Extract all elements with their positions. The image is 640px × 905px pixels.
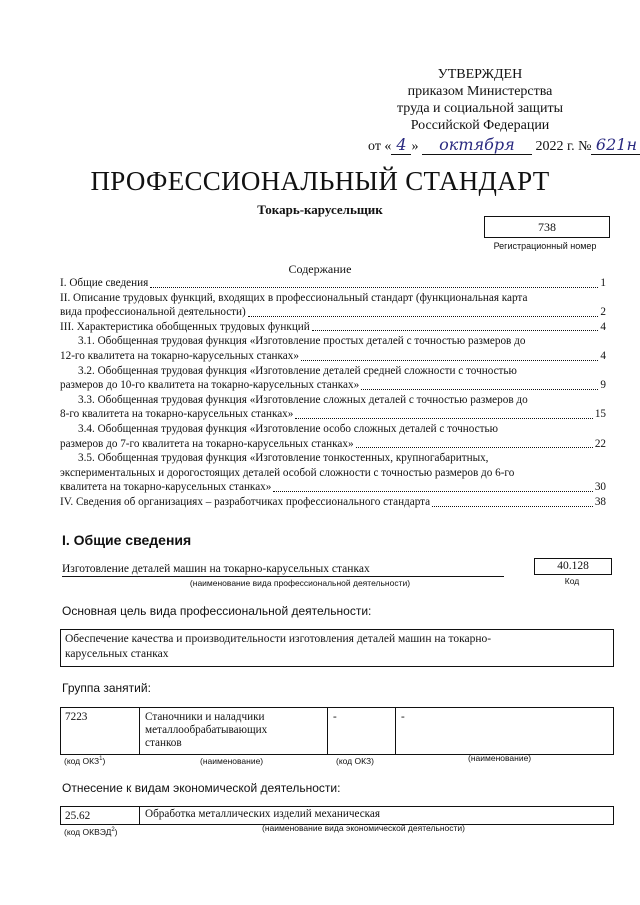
toc-item[interactable]: 3.2. Обобщенная трудовая функция «Изготовление деталей средней сложности с точностью: [78, 364, 517, 377]
toc-item[interactable]: 3.5. Обобщенная трудовая функция «Изготовление тонкостенных, крупногабаритных,: [78, 452, 489, 465]
handwritten-month: октября: [422, 135, 532, 155]
section-heading: I. Общие сведения: [62, 532, 192, 548]
code-label: Код: [564, 576, 580, 586]
approval-date: от « 4 » октября 2022 г. № 621н: [368, 135, 640, 155]
approval-line-3: труда и социальной защиты: [397, 101, 563, 116]
toc-item[interactable]: I. Общие сведения 1: [60, 277, 606, 289]
document-title: ПРОФЕССИОНАЛЬНЫЙ СТАНДАРТ: [90, 166, 550, 196]
toc-item[interactable]: 3.1. Обобщенная трудовая функция «Изготовление простых деталей с точностью размеров до: [78, 335, 526, 348]
toc-item[interactable]: IV. Сведения об организациях – разработчиках профессионального стандарта 38: [60, 495, 606, 508]
goal-label: Основная цель вида профессиональной деятельности:: [62, 604, 372, 618]
approval-line-2: приказом Министерства: [407, 84, 553, 99]
okved-name: Обработка металлических изделий механическая: [145, 808, 381, 820]
approval-line-4: Российской Федерации: [410, 118, 550, 133]
okved-code: 25.62: [65, 810, 91, 822]
approval-block: [360, 66, 600, 134]
toc-item[interactable]: III. Характеристика обобщенных трудовых функций 4: [60, 320, 606, 333]
handwritten-day: 4: [391, 135, 411, 155]
toc-item[interactable]: 3.4. Обобщенная трудовая функция «Изготовление особо сложных деталей с точностью: [78, 422, 498, 435]
activity-caption: (наименование вида профессиональной деятельности): [189, 578, 411, 588]
activity-code-box: 40.128: [534, 558, 612, 575]
occupation-group-table: 7223 Станочники и наладчики металлообрабатывающих станков - -: [60, 707, 614, 755]
handwritten-number: 621н: [591, 135, 640, 155]
toc-item[interactable]: II. Описание трудовых функций, входящих в профессиональный стандарт (функциональная карта: [60, 291, 528, 304]
toc-title: Содержание: [288, 262, 352, 276]
econ-label: Отнесение к видам экономической деятельности:: [62, 781, 341, 795]
toc-item[interactable]: 3.3. Обобщенная трудовая функция «Изготовление сложных деталей с точностью размеров до: [78, 393, 528, 406]
document-subtitle: Токарь-карусельщик: [257, 202, 383, 217]
caption-okz: (код ОКЗ$^1$): [64, 756, 106, 766]
goal-box: Обеспечение качества и производительности изготовления деталей машин на токарно- карусельных станках: [60, 629, 614, 667]
group-label: Группа занятий:: [62, 681, 151, 695]
approval-line-1: УТВЕРЖДЕН: [437, 67, 523, 82]
table-of-contents: I. Общие сведения 1 II. Описание трудовых функций, входящих в профессиональный стандарт (функциональная карта вида профессиональной деятельности) 2 III. Характеристика обобщенных трудовых функций 4 3.1. Обобщенная трудовая функция «Изготовление простых деталей с точностью размеров до 12-го квалитета на токарно-карусельных станках» 4 3.2. Обобщенная трудовая функция «Изготовление деталей средней сложности с точностью размеров до 10-го квалитета на токарно-карусельных станках» 9 3.3. Обобщенная трудовая функция «Изготовление сложных деталей с точностью размеров до 8-го квалитета на токарно-карусельных станках» 15 3.4. Обобщенная трудовая функция «Изготовление особо сложных деталей с точностью размеров до 7-го квалитета на токарно-карусельных станках» 22 3.5. Обобщенная трудовая функция «Изготовление тонкостенных, крупногабаритных, экспериментальных и дорогостоящих деталей особой сложности с точностью размеров до 6-го квалитета на токарно-карусельных станках» 30 IV. Сведения об организациях – разработчиках профессионального стандарта 38: [60, 277, 606, 508]
registration-number-box: 738: [484, 216, 610, 238]
okz-code: 7223: [65, 711, 88, 723]
registration-number-label: Регистрационный номер: [493, 241, 597, 251]
activity-name: Изготовление деталей машин на токарно-карусельных станках: [62, 563, 504, 577]
